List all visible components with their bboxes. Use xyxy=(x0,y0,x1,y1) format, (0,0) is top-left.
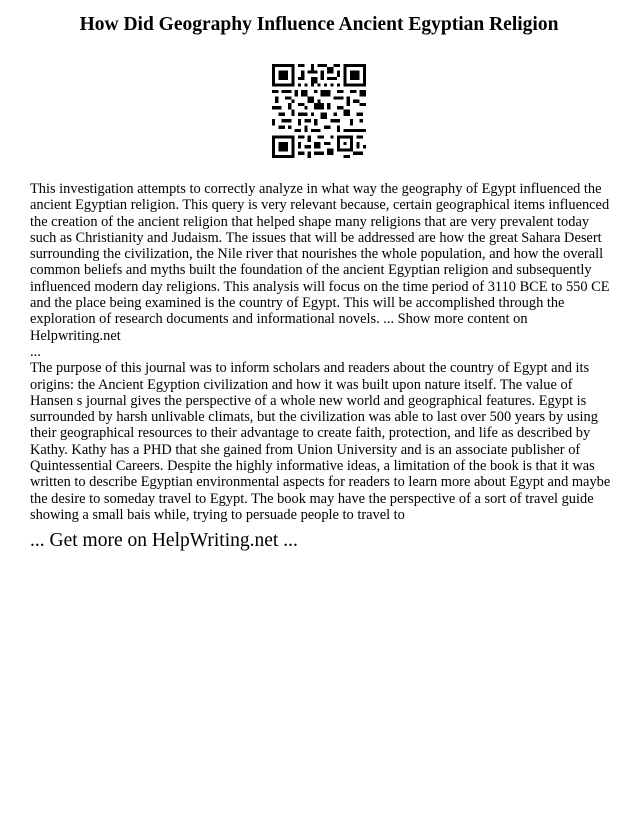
article-body xyxy=(30,181,615,523)
ellipsis: ... xyxy=(30,343,41,360)
qr-code-icon[interactable] xyxy=(272,64,366,158)
page-title: How Did Geography Influence Ancient Egyptian Religion xyxy=(79,14,559,35)
paragraph-1: This investigation attempts to correctly analyze in what way the geography of Egypt influenced the ancient Egyptian religion. This query is very relevant because, certain geographical items influenced the creation of the ancient religion that helped shape many religions that are very prevalent today such as Christianity and Judaism. The issues that will be addressed are how the great Sahara Desert surrounding the civilization, the Nile river that nourishes the whole population, and how the overall common beliefs and myths built the foundation of the ancient Egyptian religion and subsequently influenced modern day religions. This analysis will focus on the time period of 3110 BCE to 550 CE and the place being examined is the country of Egypt. This will be accomplished through the exploration of research documents and informational novels. ... Show more content on Helpwriting.net xyxy=(30,181,610,344)
paragraph-2: The purpose of this journal was to inform scholars and readers about the country of Egypt and its origins: the Ancient Egyption civilization and how it was built upon nature itself. The value of Hansen s journal gives the perspective of a whole new world and geographical features. Egypt is surrounded by harsh unlivable climats, but the civilization was able to last over 500 years by using their geographical resources to their advantage to create faith, protection, and life as described by Kathy. Kathy has a PHD that she gained from Union University and is an associate publisher of Quintessential Careers. Despite the highly informative ideas, a limitation of the book is that it was written to describe Egyptian environmental aspects for readers to learn more about Egypt and maybe the desire to someday travel to Egypt. The book may have the perspective of a sort of travel guide showing a small bais while, trying to persuade people to travel to xyxy=(30,360,611,523)
get-more-link[interactable]: ... Get more on HelpWriting.net ... xyxy=(30,530,298,551)
